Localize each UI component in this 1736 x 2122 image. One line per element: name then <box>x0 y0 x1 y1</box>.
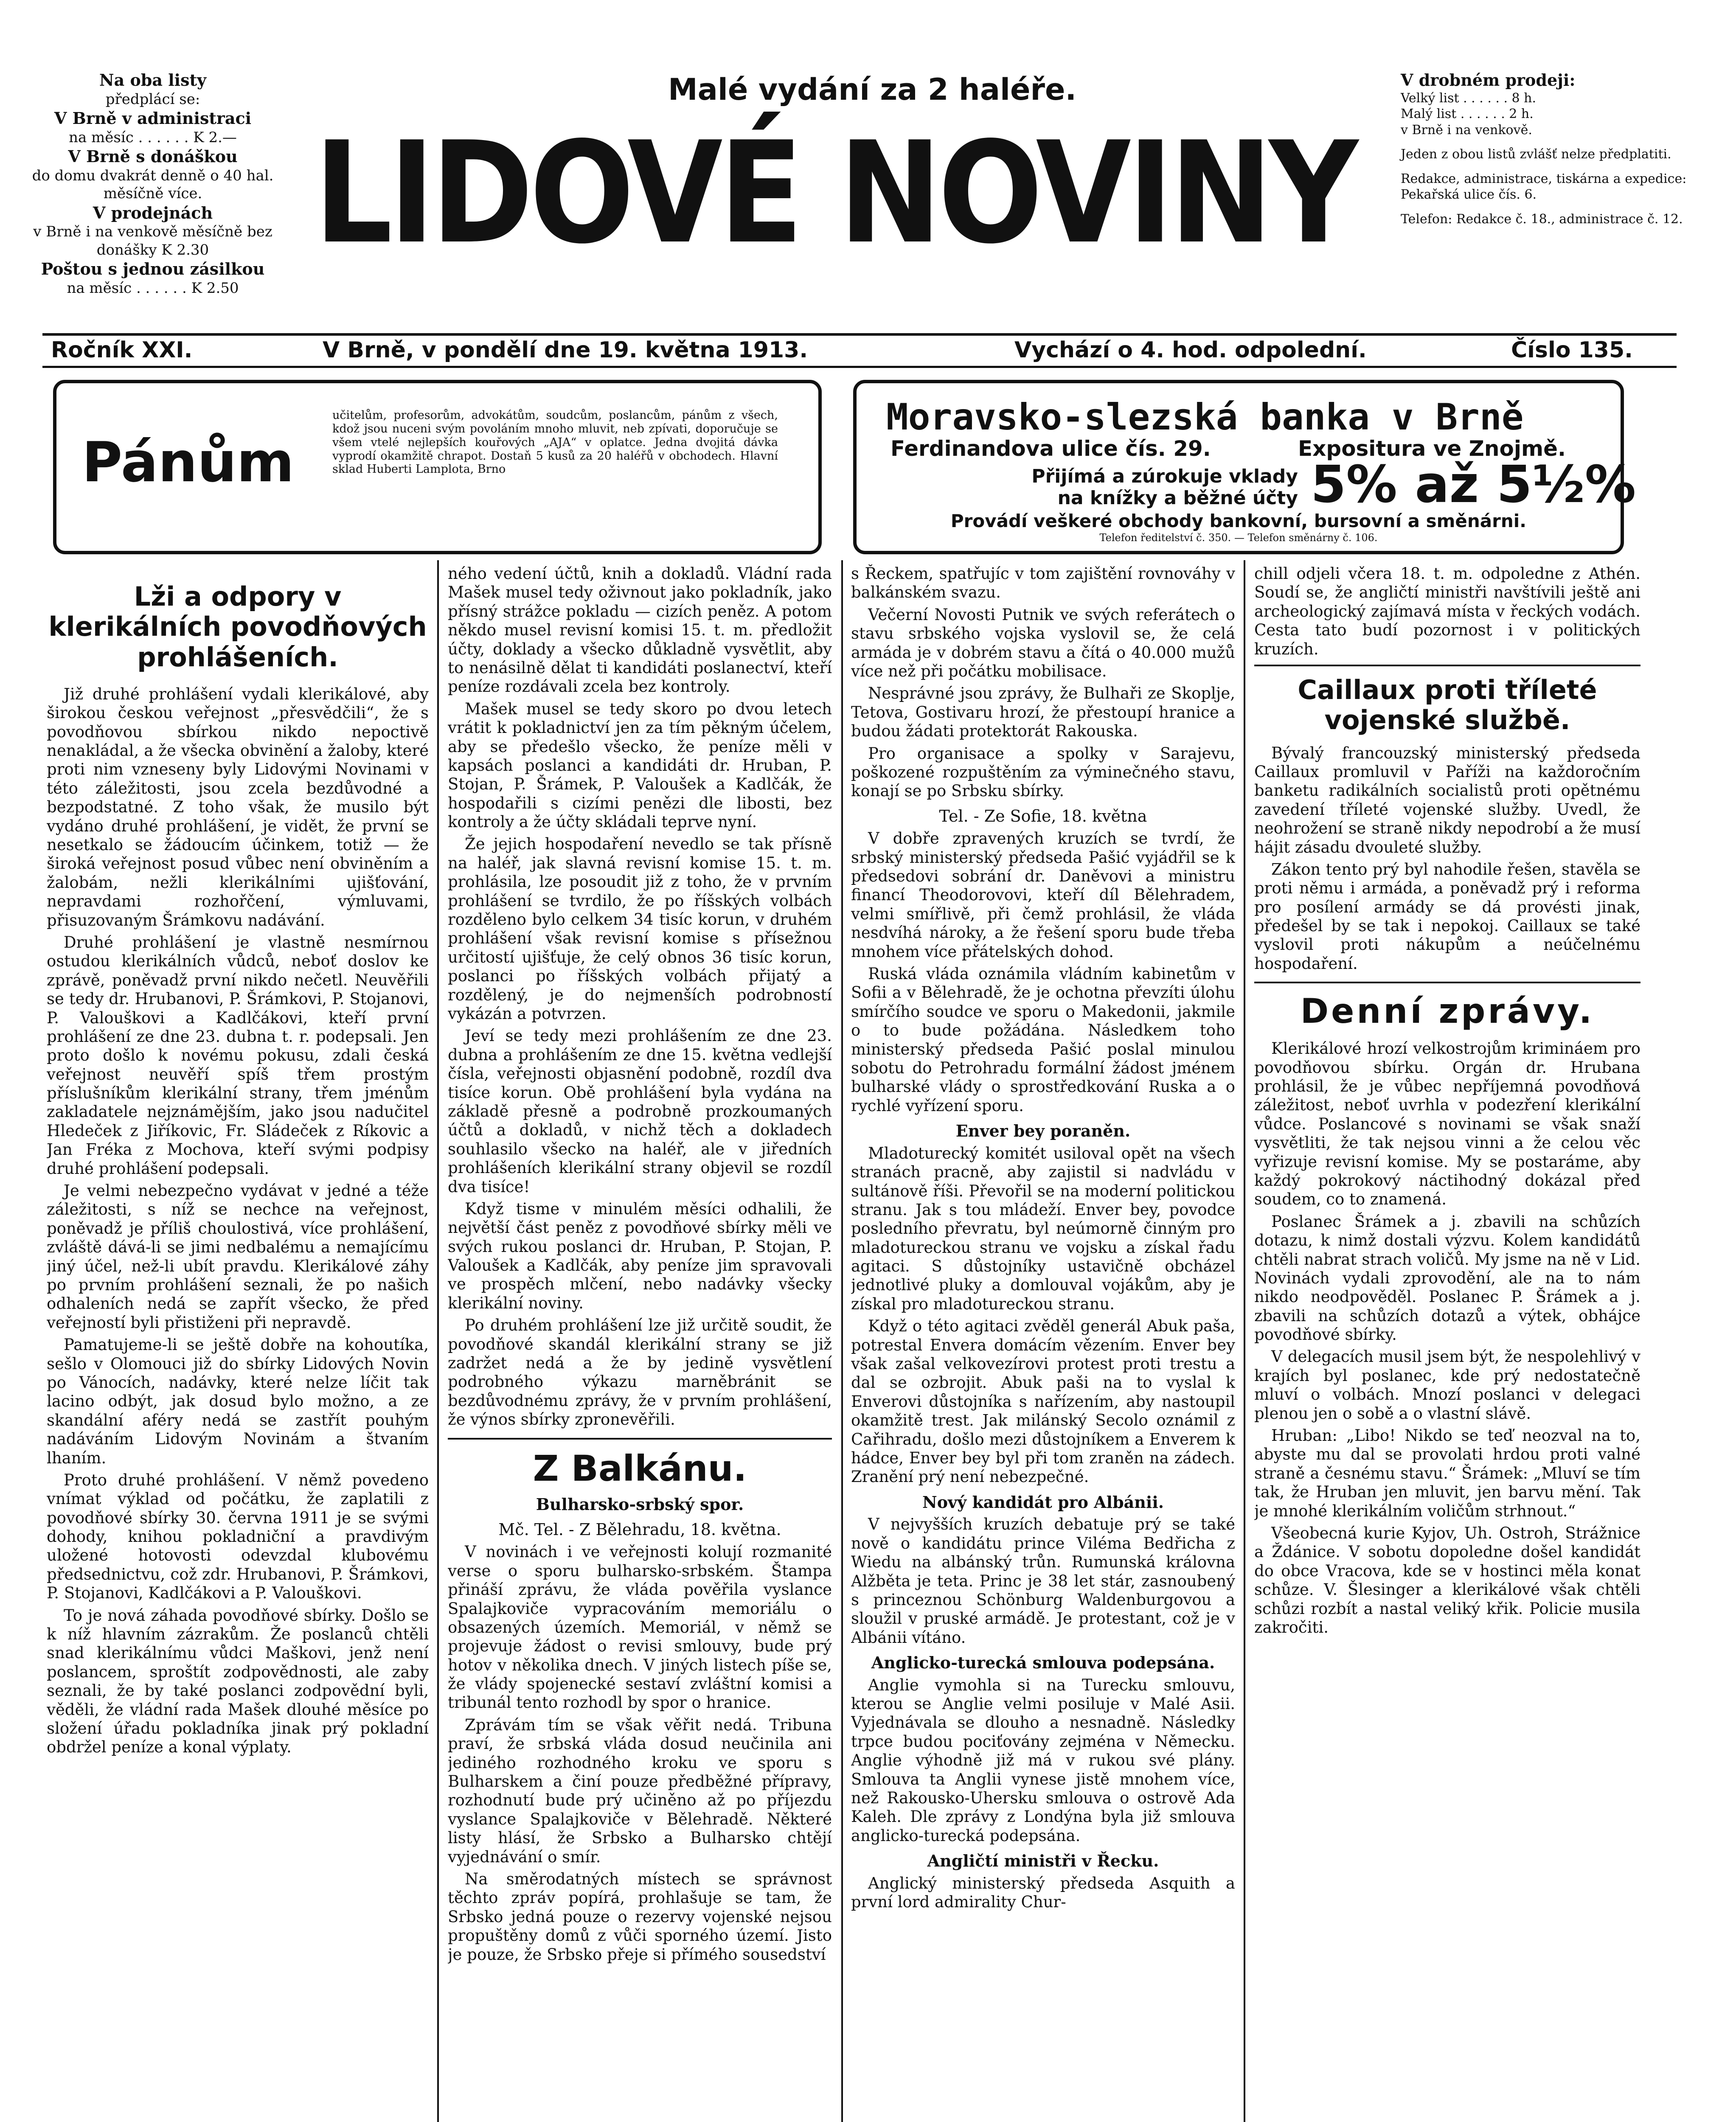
article-paragraph: Proto druhé prohlášení. V němž povedeno vnímat výklad od počátku, že zaplatili z povodňové sbírky 30. června 1911 je se svými dohody, knihou pokladniční a pravdivým uložené hotovosti odevzdal klubovému předsednictvu, což zdr. Hrubanovi, P. Šrámkovi, P. Stojanovi, Kadlčákovi a P. Valouškovi. <box>47 1471 429 1603</box>
article-subhead: Bulharsko-srbský spor. <box>536 1495 744 1514</box>
edition-note: Malé vydání za 2 haléře. <box>668 72 1077 107</box>
article-column-4 <box>1254 564 1640 2122</box>
article-column-3 <box>851 564 1235 2122</box>
advert-panum-text: učitelům, profesorům, advokátům, soudcům, poslancům, pánům z všech, kdož jsou nuceni svým povoláním mnoho mluvit, neb zpívati, doporučuje se všem vtelé nejlepších kouřových „AJA“ v oplatce. Jedna dvojitá dávka vyprodí okamžitě chrapot. Dostaň 5 kusů za 20 haléřů v obchodech. Hlavní sklad Huberti Lamplota, Brno <box>332 409 778 476</box>
bank-branch: Expositura ve Znojmě. <box>1298 436 1566 461</box>
column-rule <box>1244 560 1245 2122</box>
advert-panum-title: Pánům <box>82 430 295 494</box>
bank-deposit-line: na knížky a běžné účty <box>1057 487 1298 509</box>
article-paragraph: Pamatujeme-li se ještě dobře na kohoutíka, sešlo v Olomouci již do sbírky Lidových Novin po Vánocích, nadávky, které nelze líčit tak lacino odbýt, jak dosud bylo možno, a ze skandální aféry nedá se zastřít pouhým nadáváním Lidovým Novinám a štvaním lhaním. <box>47 1336 429 1467</box>
ear-left-text: na měsíc . . . . . . K 2.— <box>69 129 237 146</box>
article-paragraph: chill odjeli včera 18. t. m. odpoledne z Athén. Soudí se, že angličtí ministři navštívili ještě ani archeologický zajímavá místa v řeckých vodách. Cesta tato budí pozornost i v politických kruzích. <box>1254 564 1640 658</box>
article-headline: Caillaux proti tříleté vojenské službě. <box>1298 674 1597 736</box>
article-paragraph: Ruská vláda oznámila vládním kabinetům v Sofii a v Bělehradě, že je ochotna převzíti úlohu smírčího soudce ve sporu o Makedonii, jakmile o to bude požádána. Následkem toho ministerský předseda Pašić poslal minulou sobotu do Petrohradu formální žádost jménem bulharské vlády o sprostředkování Ruska a o rychlé vyřízení sporu. <box>851 965 1235 1115</box>
advert-panum <box>53 380 822 554</box>
column-rule <box>841 560 843 2122</box>
article-paragraph: Na směrodatných místech se správnost těchto zpráv popírá, prohlašuje se tam, že Srbsko jedná pouze o rezervy vojenské nejsou propuštěny domů z vůči sporného území. Jisto je pouze, že Srbsko přeje si přímého sousedství <box>448 1870 832 1964</box>
article-column-2 <box>448 564 832 2122</box>
article-paragraph: Jeví se tedy mezi prohlášením ze dne 23. dubna a prohlášením ze dne 15. května vedlejší čísla, veřejnosti objasnění podobně, rozdíl dva tisíce korun. Obě prohlášení byla vydána na základě přesně a podrobně prozkoumaných účtů a dokladů, v nichž těch a dokladech souhlasilo všecko na haléř, ale v jiředních prohlášeních klerikální strany objevil se rozdíl dva tisíce! <box>448 1027 832 1196</box>
bank-deposit-text <box>941 466 1298 509</box>
ear-right-text: v Brně i na venkově. <box>1401 122 1532 138</box>
article-paragraph: s Řeckem, spatřujíc v tom zajištění rovnováhy v balkánském svazu. <box>851 564 1235 602</box>
masthead-rule-bottom <box>42 366 1677 368</box>
article-subhead: Enver bey poraněn. <box>955 1121 1131 1141</box>
article-paragraph: To je nová záhada povodňové sbírky. Došlo se k níž hlavním zázrakům. Že poslanců chtěli snad klerikálnímu vůdci Maškovi, jenž není poslancem, sproštít zodpovědnosti, ale zaby seznali, že by také poslanci zodpovědní byli, věděli, že vládní rada Mašek dlouhé měsíce po složení úřadu pokladníka jinak prý pokladní obdržel peníze a konal výplaty. <box>47 1606 429 1757</box>
article-paragraph: V nejvyšších kruzích debatuje prý se také nově o kandidátu prince Viléma Bedřicha z Wiedu na albánský trůn. Rumunská královna Alžběta je teta. Princ je 38 let stár, zasnoubený s princeznou Schönburg Waldenburgovou a sloužil v pruské armádě. Je protestant, což je v Albánii vítáno. <box>851 1515 1235 1647</box>
article-paragraph: Po druhém prohlášení lze již určitě soudit, že povodňové skandál klerikální strany se již zadržet nedá a že by jedině vysvětlení podrobného výkazu marněbránit se bezdůvodnému zprávy, že v prvním prohlášení, že výnos sbírky zpronevěřili. <box>448 1316 832 1429</box>
subscription-ear-left <box>25 70 280 297</box>
article-paragraph: Mašek musel se tedy skoro po dvou letech vrátit k pokladnictví jen za tím pěkným účelem, aby se předešlo všecko, že peníze měli v kapsách poslanci a kandidáti dr. Hruban, P. Stojan, P. Šrámek, P. Valoušek a Kadlčák, že hospodařili s cizími penězi dle libosti, bez kontroly a že účty skládali teprve nyní. <box>448 699 832 831</box>
article-paragraph: Hruban: „Libo! Nikdo se teď neozval na to, abyste mu dal se provolati hrdou proti valné straně a česnému stavu.“ Šrámek: „Mluví se tím tak, že Hruban jen mluvit, jen barvu mění. Tak je mnohé klerikálním voličům strhnout.“ <box>1254 1426 1640 1520</box>
article-dateline: Mč. Tel. - Z Bělehradu, 18. května. <box>498 1520 781 1539</box>
article-paragraph: Druhé prohlášení je vlastně nesmírnou ostudou klerikálních vůdců, neboť doslov ke zprávě, poněvadž první nikdo nečetl. Neuvěřili se tedy dr. Hrubanovi, P. Šrámkovi, P. Stojanovi, P. Valouškovi a Kadlčákovi, kteří první prohlášení ze dne 23. dubna t. r. podepsali. Jen proto došlo k novému pokusu, zdali česká veřejnost neuvěří spíš třem prostým příslušníkům klerikální strany, třem jménům zakladatele nejznámějším, jako jsou nadučitel Hledeček z Jiříkovic, Fr. Sládeček z Ríkovic a Jan Fréka z Mochova, kteří svými podpisy druhé prohlášení podepsali. <box>47 933 429 1178</box>
bank-deposit-line: Přijímá a zúrokuje vklady <box>1031 466 1298 487</box>
newspaper-title: LIDOVÉ NOVINY <box>314 112 1355 275</box>
article-paragraph: Večerní Novosti Putnik ve svých referátech o stavu srbského vojska vyslovil se, že celá armáda je v dobrém stavu a čítá o 40.000 mužů více než při počátku mobilisace. <box>851 605 1235 680</box>
ear-left-text: do domu dvakrát denně o 40 hal. měsíčně více. <box>32 167 274 202</box>
article-paragraph: Je velmi nebezpečno vydávat v jedné a téže záležitosti, s níž se nechce na veřejnost, poněvadž je příliš choulostivá, více prohlášení, zvláště dává-li se jimi nedbalému a nemajícímu jiný účel, než-li ubít pravdu. Klerikálové záhy po prvním prohlášení seznali, že po našich odhaleních nedá se zapřít všecko, že před veřejností byli přistiženi při nepravdě. <box>47 1182 429 1332</box>
ear-right-text: Jeden z obou listů zvlášť nelze předplatiti. <box>1401 147 1671 162</box>
ear-left-text: v Brně i na venkově měsíčně bez donášky K 2.30 <box>33 223 272 258</box>
bank-title: Moravsko-slezská banka v Brně <box>886 396 1524 438</box>
ear-left-heading: V prodejnách <box>93 203 213 222</box>
ear-right-text: Redakce, administrace, tiskárna a expedice: Pekařská ulice čís. 6. <box>1401 171 1687 202</box>
article-paragraph: Klerikálové hrozí velkostrojům krimináem pro povodňovou sbírku. Orgán dr. Hrubana prohlásil, že je vůbec nepříjemná povodňová záležitost, neboť uvrhla v podezření klerikální vůdce. Poslancové s novinami se však snaží vysvětliti, že tak nejsou vinni a že celou věc vyřizuje revisní komise. My se postaráme, aby každý pokrokový náctihodný dokázal před soudem, co to znamená. <box>1254 1039 1640 1209</box>
column-rule <box>437 560 439 2122</box>
section-rule <box>1254 665 1640 666</box>
article-paragraph: Když o této agitaci zvěděl generál Abuk paša, potrestal Envera domácím vězením. Enver bey však zašal velkovezírovi protest proti trestu a dal se ozbrojit. Abuk paši na to vyslal k Enverovi důstojníka s nařízením, aby nastoupil okamžitě trest. Jak milánský Secolo oznámil z Cařihradu, došlo mezi důstojníkem a Enverem k hádce, Enver bey byl při tom zraněn na zádech. Zranění prý není nebezpečné. <box>851 1317 1235 1486</box>
bank-phones: Telefon ředitelství č. 350. — Telefon směnárny č. 106. <box>1099 532 1378 544</box>
issue-number: Číslo 135. <box>1511 337 1633 363</box>
article-paragraph: Již druhé prohlášení vydali klerikálové, aby širokou českou veřejnost „přesvědčili“, že s povodňovou sbírkou nikdo nepoctivě nenakládal, a že všecka obvinění a žaloby, které proti nim vzneseny byly Lidovými Novinami v této záležitosti, jsou zcela bezdůvodné a bezpodstatné. Z toho však, že musilo být vydáno druhé prohlášení, je vidět, že první se nesetkalo se žádoucím účinkem, totiž — že široká veřejnost posud vůbec není obviněním a žalobám, nežli klerikálními ujišťování, nepravdami rozhořčení, výmluvami, přisuzovaným Šrámkovu nadávání. <box>47 685 429 929</box>
article-paragraph: V dobře zpravených kruzích se tvrdí, že srbský ministerský předseda Pašić vyjádřil se k předsedovi sobrání dr. Daněvovi a ministru financí Theodorovovi, kteří díl Bělehradem, velmi smířlivě, při čemž prohlásil, že vláda nesdvíhá nároky, a že řešení sporu bude třeba mnohem více přátelských dohod. <box>851 829 1235 961</box>
article-paragraph: Anglie vymohla si na Turecku smlouvu, kterou se Anglie velmi posiluje v Malé Asii. Vyjednávala se dlouho a nesnadně. Následky trpce budou pociťovány zejména v Německu. Anglie výhodně již má v rukou své plány. Smlouva ta Anglii vynese jistě mnohem více, než Rakousko-Uhersku smlouva o ostrově Ada Kaleh. Dle zprávy z Londýna byla již smlouva anglicko-turecká podepsána. <box>851 1676 1235 1845</box>
article-subhead: Nový kandidát pro Albánii. <box>922 1492 1164 1512</box>
article-paragraph: V delegacích musil jsem být, že nespolehlivý v krajích byl poslanec, kde prý nedostatečně mluví o volbách. Mnozí poslanci v delegaci plenou jen o sobě a o vlastní slávě. <box>1254 1347 1640 1423</box>
price-ear-right <box>1401 70 1706 227</box>
article-paragraph: Když tisme v minulém měsíci odhalili, že největší část peněz z povodňové sbírky měli ve svých rukou poslanci dr. Hruban, P. Stojan, P. Valoušek a Kadlčák, aby peníze jim spravovali ve prospěch mlčení, nebo nadávky všecky klerikální noviny. <box>448 1199 832 1312</box>
article-paragraph: Že jejich hospodaření nevedlo se tak přísně na haléř, jak slavná revisní komise 15. t. m. prohlásila, lze posoudit již z toho, že v prvním prohlášení se tvrdilo, že po říšských volbách rozděleno bylo celkem 34 tisíc korun, v druhém prohlášení však revisní komise s přísežnou určitostí ujišťuje, že celý obnos 36 tisíc korun, poslanci po říšských volbách přijatý a rozdělený, je do nejmenších podrobností vykázán a potvrzen. <box>448 835 832 1023</box>
article-column-1 <box>47 564 429 2122</box>
article-subhead: Angličtí ministři v Řecku. <box>927 1851 1159 1871</box>
ear-left-text: na měsíc . . . . . . K 2.50 <box>67 279 239 297</box>
bank-address: Ferdinandova ulice čís. 29. <box>890 436 1211 461</box>
ear-right-text: Malý list . . . . . . 2 h. <box>1401 107 1534 121</box>
article-paragraph: Mladoturecký komitét usiloval opět na všech stranách pracně, aby zajistil si nadvládu v sultánově říši. Převořil se na moderní politickou stranu. Jak s tou mládeží. Enver bey, povodce posledního převratu, byl neúmorně činným pro mladotureckou stranu ve vojsku a získal řadu agitaci. S důstojníky ustavičně obcházel jednotlivé pluky a domlouval vojákům, aby je získal pro mladotureckou stranu. <box>851 1144 1235 1313</box>
issue-date: V Brně, v pondělí dne 19. května 1913. <box>323 337 808 363</box>
publication-time: Vychází o 4. hod. odpolední. <box>1014 337 1367 363</box>
section-headline: Denní zprávy. <box>1300 991 1595 1031</box>
ear-right-text: Telefon: Redakce č. 18., administrace č. 12. <box>1401 211 1683 227</box>
ear-left-heading: V Brně v administraci <box>54 109 252 128</box>
ear-left-heading: Poštou s jednou zásilkou <box>41 259 265 278</box>
ear-left-heading: V Brně s donáškou <box>68 147 238 166</box>
ear-left-text: předplácí se: <box>105 90 200 108</box>
section-headline: Z Balkánu. <box>533 1447 747 1489</box>
article-paragraph: Všeobecná kurie Kyjov, Uh. Ostroh, Strážnice a Ždánice. V sobotu dopoledne došel kandidát do obce Vracova, kde se v hostinci měla konat schůze. V. Šlesinger a klerikálové však chtěli schůzi rozbít a nastal veliký křik. Policie musila zakročiti. <box>1254 1524 1640 1636</box>
ear-right-text: Velký list . . . . . . 8 h. <box>1401 90 1537 106</box>
ear-right-heading: V drobném prodeji: <box>1401 70 1576 90</box>
section-rule <box>1254 982 1640 983</box>
article-paragraph: Poslanec Šrámek a j. zbavili na schůzích dotazu, k nimž dostali výzvu. Kolem kandidátů chtěli nabrat strach voličů. My jsme na ně v Lid. Novinách vydali zprovodění, ale na to nám nikdo neodpověděl. Poslanec P. Šrámek a j. zbavili na schůzích dotazů a výtek, obhájce povodňové sbírky. <box>1254 1212 1640 1344</box>
article-dateline: Tel. - Ze Sofie, 18. května <box>939 806 1147 825</box>
article-paragraph: Zákon tento prý byl nahodile řešen, stavěla se proti němu i armáda, a poněvadž prý i reforma pro posílení armády se dá provésti jinak, předešel by se tak i nepokoj. Caillaux se také vyslovil proti nákupům a neúčelnému hospodaření. <box>1254 860 1640 973</box>
bank-interest-rate: 5% až 5½% <box>1311 455 1636 514</box>
article-paragraph: Zprávám tím se však věřit nedá. Tribuna praví, že srbská vláda dosud neučinila ani jediného rozhodného kroku ve sporu s Bulharskem a činí pouze předběžné přípravy, rozhodnutí bude prý učiněno až po příjezdu vyslance Spalajkoviče v Bělehradě. Některé listy hlásí, že Srbsko a Bulharsko chtějí vyjednávání o smír. <box>448 1715 832 1866</box>
article-paragraph: V novinách i ve veřejnosti kolují rozmanité verse o sporu bulharsko-srbském. Štampa přináší zprávu, že vláda pověřila vyslance Spalajkoviče vypracováním memoriálu o obsazených územích. Memoriál, v němž se projevuje žádost o revisi smlouvy, bude prý hotov v několika dnech. V jiných listech píše se, že vlády spojenecké sestaví zvláštní komisi a tribunál tento rozhodl by spor o hranice. <box>448 1543 832 1712</box>
advert-bank <box>853 380 1636 554</box>
article-headline: Lži a odpory v klerikálních povodňových prohlášeních. <box>48 581 427 673</box>
article-paragraph: Bývalý francouzský ministerský předseda Caillaux promluvil v Paříži na každoročním banketu radikálních socialistů proti opětnému zavedení tříleté vojenské služby. Uvedl, že neohrožení se straně nikdy nepodrobí a že musí hájit zásadu dvouleté služby. <box>1254 744 1640 856</box>
bank-services: Provádí veškeré obchody bankovní, bursovní a směnárni. <box>950 511 1527 531</box>
section-rule <box>448 1438 832 1440</box>
masthead-rule-top <box>42 333 1677 336</box>
article-paragraph: ného vedení účtů, knih a dokladů. Vládní rada Mašek musel tedy oživnout jako pokladník, jako přísný strážce pokladu — cizích peněz. A potom někdo musel revisní komisi 15. t. m. předložit účty, doklady a všecko důkladně vysvětlit, aby to nenásilně dělat ti kandidáti poslanectví, kteří peníze rozdávali zcela bez kontroly. <box>448 564 832 696</box>
article-paragraph: Pro organisace a spolky v Sarajevu, poškozené rozpuštěním za výminečného stavu, konají se po Srbsku sbírky. <box>851 744 1235 800</box>
rocnik: Ročník XXI. <box>51 337 193 363</box>
article-paragraph: Anglický ministerský předseda Asquith a první lord admirality Chur- <box>851 1874 1235 1911</box>
article-subhead: Anglicko-turecká smlouva podepsána. <box>871 1653 1215 1673</box>
ear-left-heading: Na oba listy <box>99 70 207 90</box>
article-paragraph: Nesprávné jsou zprávy, že Bulhaři ze Skoplje, Tetova, Gostivaru hrozí, že přestoupí hranice a budou žádati protektorát Rakouska. <box>851 684 1235 741</box>
